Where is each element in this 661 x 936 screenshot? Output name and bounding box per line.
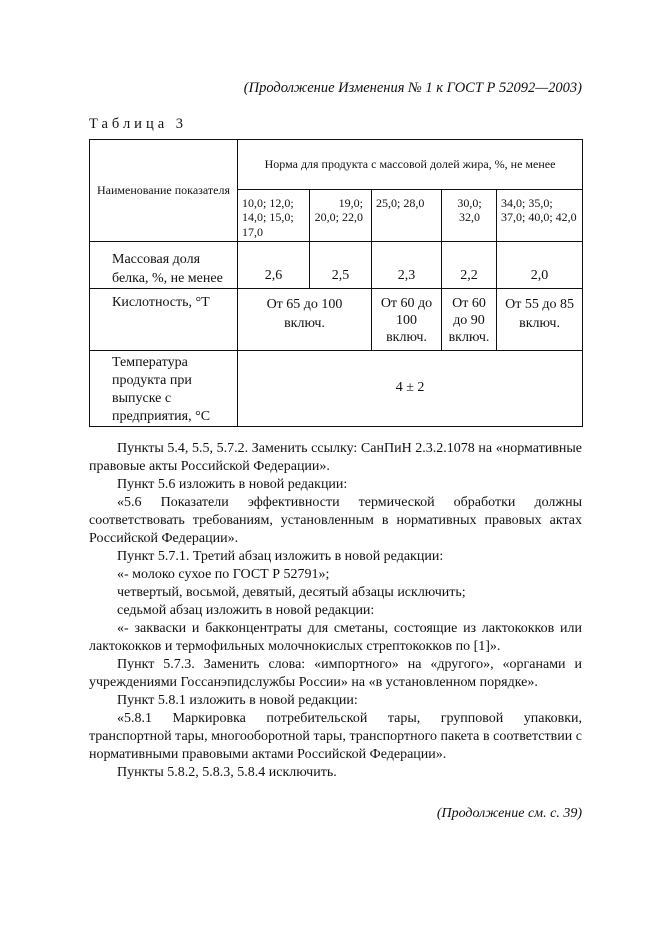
- acidity-value-2: От 60 до 100 включ.: [372, 289, 442, 351]
- acidity-value-4: От 55 до 85 включ.: [497, 289, 583, 351]
- protein-value-5: 2,0: [497, 242, 583, 289]
- paragraph: четвертый, восьмой, девятый, десятый абзацы исключить;: [117, 585, 466, 600]
- protein-value-1: 2,6: [238, 242, 310, 289]
- fat-group-2: 19,0; 20,0; 22,0: [310, 190, 372, 242]
- fat-group-1: 10,0; 12,0; 14,0; 15,0; 17,0: [238, 190, 310, 242]
- continuation-note: (Продолжение см. с. 39): [436, 806, 582, 821]
- fat-group-5: 34,0; 35,0; 37,0; 40,0; 42,0: [497, 190, 583, 242]
- temperature-value: 4 ± 2: [238, 351, 583, 427]
- protein-value-4: 2,2: [442, 242, 497, 289]
- norms-table: [89, 139, 583, 427]
- paragraph: Пункт 5.8.1 изложить в новой редакции:: [117, 693, 358, 708]
- row-label-protein: Массовая доля белка, %, не менее: [90, 242, 238, 289]
- paragraph: седьмой абзац изложить в новой редакции:: [117, 603, 375, 618]
- paragraph: Пункт 5.7.1. Третий абзац изложить в новой редакции:: [117, 549, 444, 564]
- column-header-name: Наименование показателя: [90, 140, 238, 242]
- paragraph: Пункты 5.8.2, 5.8.3, 5.8.4 исключить.: [117, 765, 337, 780]
- row-label-temperature: Температура продукта при выпуске с предприятия, °С: [90, 351, 238, 427]
- paragraph: Пункты 5.4, 5.5, 5.7.2. Заменить ссылку: СанПиН 2.3.2.1078 на «нормативные правовые акты Российской Федерации».: [89, 441, 582, 474]
- paragraph: Пункт 5.7.3. Заменить слова: «импортного» на «другого», «органами и учреждениями Госсанэпидслужбы России» на «в установленном порядке».: [89, 657, 582, 690]
- paragraph: «5.6 Показатели эффективности термической обработки должны соответствовать требованиям, установленным в нормативных правовых актах Российской Федерации».: [89, 495, 582, 546]
- acidity-value-3: От 60 до 90 включ.: [442, 289, 497, 351]
- paragraph: «- закваски и бакконцентраты для сметаны, состоящие из лактококков или лактококков и термофильных молочнокислых стрептококков по [1]».: [89, 621, 582, 654]
- table-caption: Таблица 3: [89, 116, 188, 132]
- paragraph: Пункт 5.6 изложить в новой редакции:: [117, 477, 348, 492]
- protein-value-3: 2,3: [372, 242, 442, 289]
- amendment-text: [89, 440, 582, 782]
- norm-header: Норма для продукта с массовой долей жира, %, не менее: [238, 140, 583, 190]
- running-header: (Продолжение Изменения № 1 к ГОСТ Р 52092—2003): [243, 80, 582, 96]
- fat-group-3: 25,0; 28,0: [372, 190, 442, 242]
- protein-value-2: 2,5: [310, 242, 372, 289]
- fat-group-4: 30,0; 32,0: [442, 190, 497, 242]
- row-label-acidity: Кислотность, °Т: [90, 289, 238, 351]
- paragraph: «5.8.1 Маркировка потребительской тары, групповой упаковки, транспортной тары, многооборотной тары, транспортного пакета в соответствии с нормативными правовыми актами Российской Федерации».: [89, 711, 582, 762]
- acidity-value-1: От 65 до 100 включ.: [238, 289, 372, 351]
- paragraph: «- молоко сухое по ГОСТ Р 52791»;: [117, 567, 330, 582]
